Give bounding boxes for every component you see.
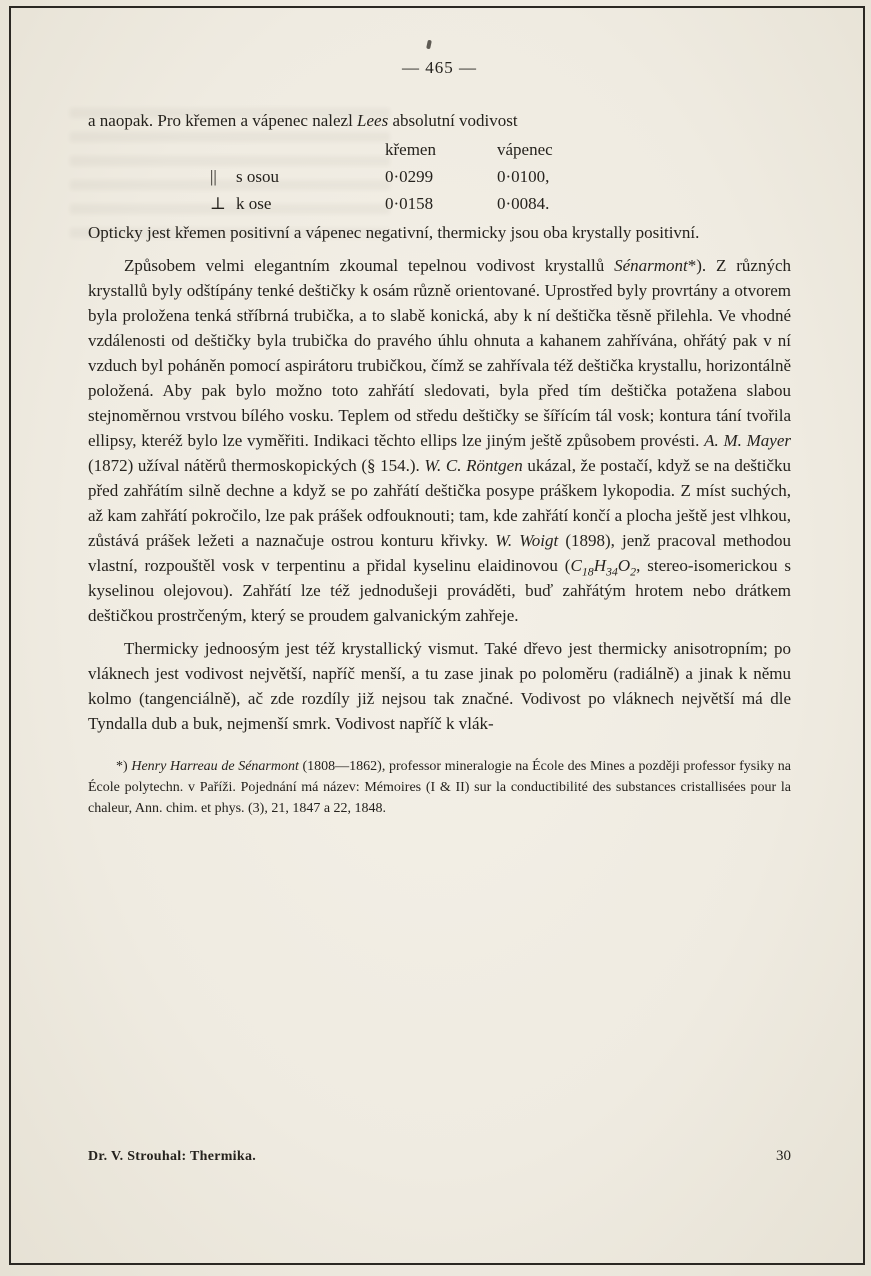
table-row-label	[210, 190, 385, 217]
footnote-text: *) Henry Harreau de Sénarmont (1808—1862), professor mineralogie na École des Mines a později professor fysiky na École polytechn. v Paříži. Pojednání má název: Mémoires (I & II) sur la conductibilité des substances cristallisées pour la chaleur, Ann. chim. et phys. (3), 21, 1847 a 22, 1848.	[88, 759, 791, 816]
table-row-label-text: k ose	[236, 194, 272, 213]
paragraph-bismuth: Thermicky jednoosým jest též krystallický vismut. Také dřevo jest thermicky anisotropním; po vláknech jest vodivost největší, napříč menší, a tu zase jinak po poloměru (radiálně) a jinak k němu kolmo (tangenciálně), ač zde rozdíly již nejsou tak značné. Vodivost po vláknech největší má dle Tyndalla dub a buk, nejmenší smrk. Vodivost napříč k vlák-	[88, 639, 791, 733]
table-row	[210, 190, 791, 217]
table-cell-value: 0·0299	[385, 167, 434, 186]
page-number: — 465 —	[402, 58, 477, 77]
footnote	[88, 756, 791, 819]
paragraph-optics: Opticky jest křemen positivní a vápenec negativní, thermicky jsou oba krystally positivní.	[88, 223, 700, 242]
sheet-number: 30	[776, 1148, 791, 1164]
page-footer	[88, 1148, 791, 1165]
perpendicular-symbol: ⊥	[210, 194, 226, 213]
table-header-kremen: křemen	[385, 140, 436, 159]
table-row	[210, 163, 791, 190]
table-cell-value: 0·0100,	[497, 167, 550, 186]
ink-speck	[426, 40, 432, 50]
table-cell-value: 0·0158	[385, 194, 434, 213]
book-signature: Dr. V. Strouhal: Thermika.	[88, 1149, 257, 1164]
table-header-vapenec: vápenec	[497, 140, 553, 159]
paragraph-senarmont: Způsobem velmi elegantním zkoumal tepelnou vodivost krystallů Sénarmont*). Z různých krystallů byly odštípány tenké deštičky k osám různě orientované. Uprostřed byly provrtány a otvorem byla proložena tenká stříbrná trubička, a to slabě konická, aby k ní deštička těsně přilehla. Ve vhodné vzdálenosti od deštičky byla trubička do pravého úhlu ohnuta a kahanem zahřívána, ohřátý pak v ní vzduch byl poháněn pomocí aspirátoru trubičkou, čímž se zahřívala též deštička krystallu, horizontálně položená. Aby pak bylo možno toto zahřátí sledovati, byla před tím deštička potažena slabou stejnoměrnou vrstvou bílého vosku. Teplem od středu deštičky se šířícím tál vosk; kontura tání tvořila ellipsy, kteréž bylo lze vyměřiti. Indikaci těchto ellips lze jiným ještě způsobem provésti. A. M. Mayer (1872) užíval nátěrů thermoskopických (§ 154.). W. C. Röntgen ukázal, že postačí, když se na deštičku před zahřátím silně dechne a když se po zahřátí deštička posype práškem lykopodia. Z míst suchých, až kam zahřátí pokročilo, lze pak prášek odfouknouti; tam, kde zahřátí končí a plocha ještě jest vlhkou, zůstává prášek ležeti a naznačuje ostrou konturu křivky. W. Woigt (1898), jenž pracoval methodou vlastní, rozpouštěl vosk v terpentinu a přidal kyselinu elaidinovou ($C_{18}H_{34}O_2$, stereo-isomerickou s kyselinou olejovou). Zahřátí lze též jednodušeji prováděti, buď zahřátým hrotem nebo drátkem deštičkou prostrčeným, který se proudem galvanickým zahřeje.	[88, 256, 791, 625]
table-row-label-text: s osou	[236, 167, 279, 186]
table-cell-value: 0·0084.	[497, 194, 550, 213]
conductivity-table	[210, 136, 791, 217]
table-header-row	[210, 136, 791, 163]
parallel-symbol: ||	[210, 167, 217, 186]
page-content	[88, 58, 791, 819]
table-row-label	[210, 163, 385, 190]
table-header-empty-cell	[210, 136, 385, 163]
paragraph-intro: a naopak. Pro křemen a vápenec nalezl Lees absolutní vodivost	[88, 111, 518, 130]
